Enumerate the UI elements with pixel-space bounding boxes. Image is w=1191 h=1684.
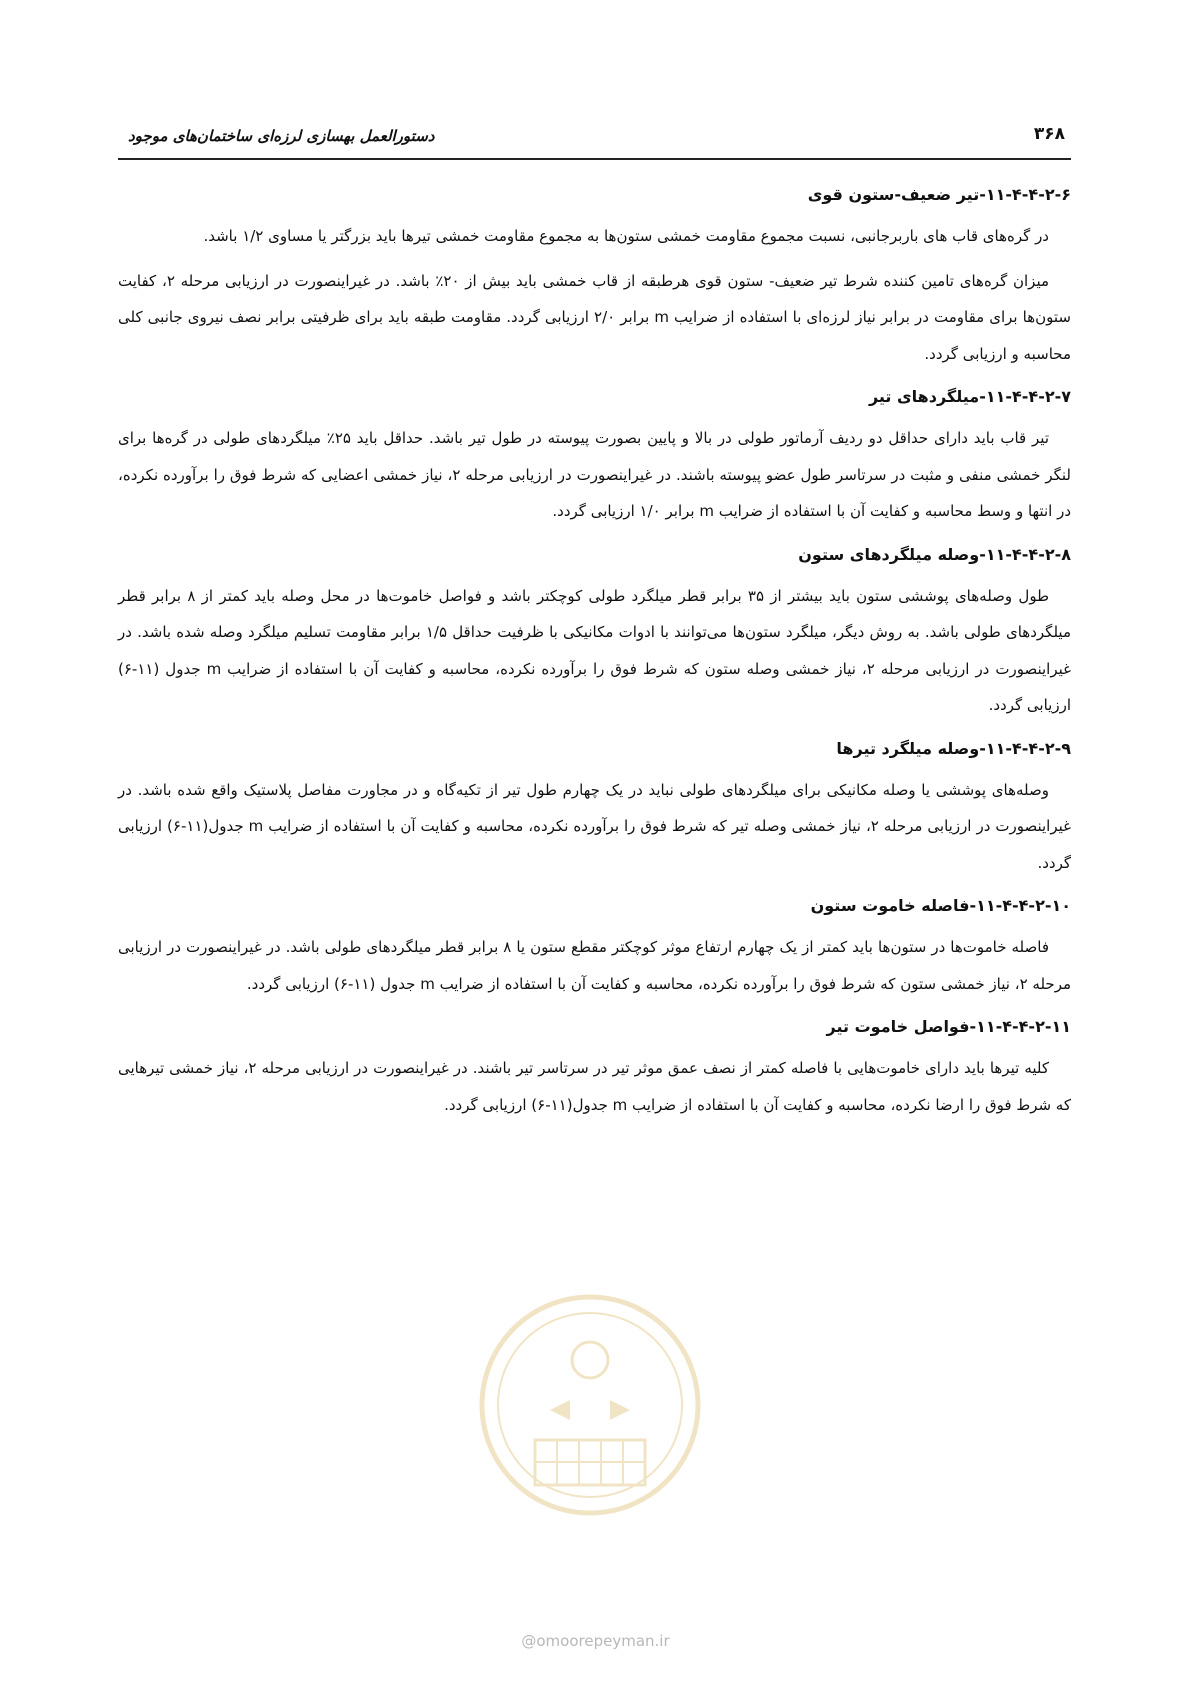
book-title: دستورالعمل بهسازی لرزه‌ای ساختمان‌های موجود [128, 127, 435, 145]
page-content [118, 178, 1071, 1131]
paragraph: در گره‌های قاب های باربرجانبی، نسبت مجموع مقاومت خمشی ستون‌ها به مجموع مقاومت خمشی تیرها باید بزرگتر یا مساوی ۱/۲ باشد. [203, 227, 1049, 245]
section-beam-rebar-splice [118, 732, 1071, 882]
section-heading: ۱۱-۴-۴-۲-۱۰-فاصله خاموت ستون [810, 896, 1071, 915]
paragraph: تیر قاب باید دارای حداقل دو ردیف آرماتور طولی در بالا و پایین بصورت پیوسته در طول تیر باشد. حداقل باید ۲۵٪ میلگردهای طولی در گره‌ها برای لنگر خمشی منفی و مثبت در سرتاسر طول عضو پیوسته باشند. در غیراینصورت در ارزیابی مرحله ۲، نیاز خمشی اعضایی که شرط فوق را برآورده نکرده، در انتها و وسط محاسبه و کفایت آن با استفاده از ضرایب m برابر ۱/۰ ارزیابی گردد. [118, 429, 1071, 520]
paragraph: فاصله خاموت‌ها در ستون‌ها باید کمتر از یک چهارم ارتفاع موثر کوچکتر مقطع ستون یا ۸ برابر قطر میلگردهای طولی باشد. در غیراینصورت در ارزیابی مرحله ۲، نیاز خمشی ستون که شرط فوق را برآورده نکرده، محاسبه و کفایت آن با استفاده از ضرایب m جدول (۱۱-۶) ارزیابی گردد. [118, 938, 1071, 993]
watermark-seal-icon [475, 1290, 705, 1520]
paragraph: طول وصله‌های پوششی ستون باید بیشتر از ۳۵ برابر قطر میلگرد طولی کوچکتر باشد و فواصل خاموت‌ها در محل وصله باید کمتر از ۸ برابر قطر میلگردهای طولی باشد. به روش دیگر، میلگرد ستون‌ها می‌توانند با ادوات مکانیکی با ظرفیت حداقل ۱/۵ برابر مقاومت تسلیم میلگرد وصله شده باشد. در غیراینصورت در ارزیابی مرحله ۲، نیاز خمشی وصله ستون که شرط فوق را برآورده نکرده، محاسبه و کفایت آن با استفاده از ضرایب m جدول (۱۱-۶) ارزیابی گردد. [118, 586, 1071, 714]
paragraph: میزان گره‌های تامین کننده شرط تیر ضعیف- ستون قوی هرطبقه از قاب خمشی باید بیش از ۲۰٪ باشد. در غیراینصورت در ارزیابی مرحله ۲، کفایت ستون‌ها برای مقاومت در برابر نیاز لرزه‌ای با استفاده از ضرایب m برابر ۲/۰ ارزیابی گردد. مقاومت طبقه باید برای ظرفیتی برابر نصف نیروی جانبی کلی محاسبه و ارزیابی گردد. [118, 271, 1071, 363]
section-heading: ۱۱-۴-۴-۲-۷-میلگردهای تیر [868, 387, 1071, 406]
section-heading: ۱۱-۴-۴-۲-۸-وصله میلگردهای ستون [798, 544, 1071, 564]
page-header [118, 118, 1071, 160]
section-beam-rebars [118, 380, 1071, 530]
paragraph: کلیه تیرها باید دارای خاموت‌هایی با فاصله کمتر از نصف عمق موثر تیر در سرتاسر تیر باشند. در غیراینصورت در ارزیابی مرحله ۲، نیاز خمشی تیرهایی که شرط فوق را ارضا نکرده، محاسبه و کفایت آن با استفاده از ضرایب m جدول(۱۱-۶) ارزیابی گردد. [118, 1059, 1071, 1114]
page-number: ۳۶۸ [1033, 124, 1065, 144]
section-heading: ۱۱-۴-۴-۲-۹-وصله میلگرد تیرها [836, 738, 1071, 758]
section-column-rebar-splice [118, 538, 1071, 724]
section-heading: ۱۱-۴-۴-۲-۶-تیر ضعیف-ستون قوی [807, 185, 1071, 204]
section-beam-stirrup-spacing [118, 1010, 1071, 1123]
section-heading: ۱۱-۴-۴-۲-۱۱-فواصل خاموت تیر [826, 1017, 1071, 1036]
section-column-stirrup-spacing [118, 889, 1071, 1002]
section-weak-beam-strong-column [118, 178, 1071, 372]
watermark-url: @omoorepeyman.ir [521, 1632, 670, 1650]
paragraph: وصله‌های پوششی یا وصله مکانیکی برای میلگردهای طولی نباید در یک چهارم طول تیر از تکیه‌گاه و در مجاورت مفاصل پلاستیک واقع شده باشد. در غیراینصورت در ارزیابی مرحله ۲، نیاز خمشی وصله تیر که شرط فوق را برآورده نکرده، محاسبه و کفایت آن با استفاده از ضرایب m جدول(۱۱-۶) ارزیابی گردد. [118, 780, 1071, 872]
